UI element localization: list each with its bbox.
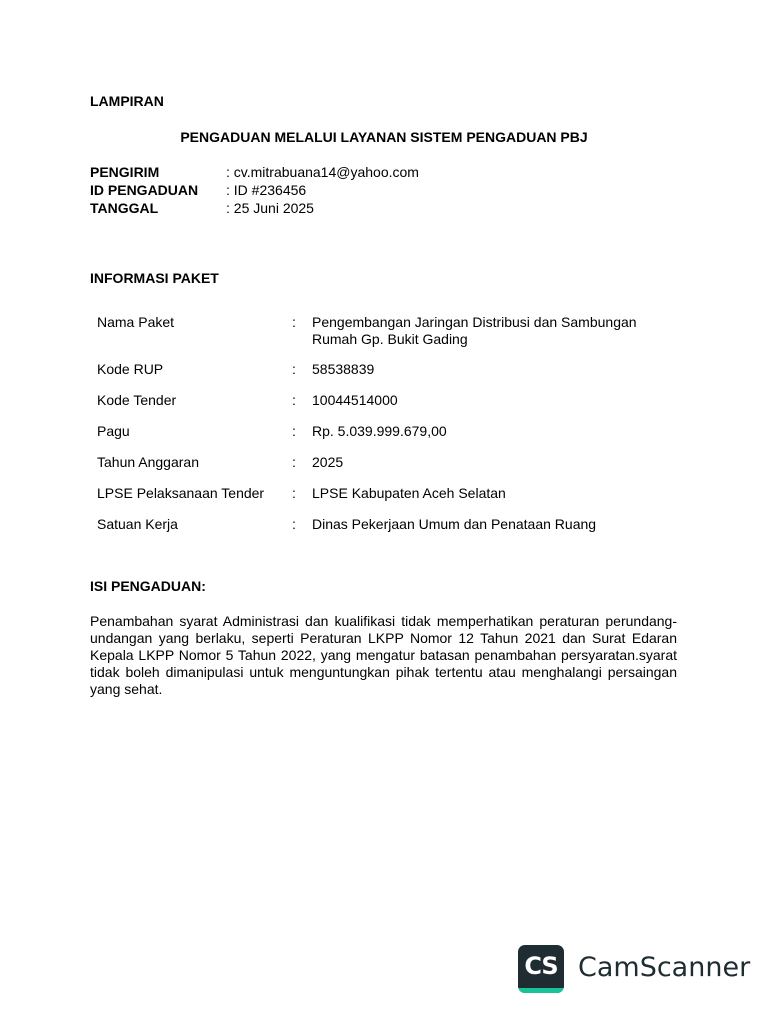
camscanner-logo-text: CS — [524, 952, 558, 980]
paket-label-tahun-anggaran: Tahun Anggaran — [97, 454, 199, 470]
meta-value-tanggal: : 25 Juni 2025 — [226, 200, 314, 216]
paket-label-kode-rup: Kode RUP — [97, 361, 164, 377]
paket-value-kode-tender: 10044514000 — [312, 392, 398, 408]
paket-colon: : — [292, 314, 296, 330]
camscanner-logo-icon — [518, 945, 564, 993]
section-title-informasi-paket: INFORMASI PAKET — [90, 270, 219, 286]
paket-value-tahun-anggaran: 2025 — [312, 454, 344, 470]
paket-value-pagu: Rp. 5.039.999.679,00 — [312, 423, 447, 439]
meta-label-tanggal: TANGGAL — [90, 200, 159, 216]
section-title-isi-pengaduan: ISI PENGADUAN: — [90, 578, 206, 594]
meta-value-id-pengaduan: : ID #236456 — [226, 182, 307, 198]
paket-label-pagu: Pagu — [97, 423, 130, 439]
paket-label-lpse: LPSE Pelaksanaan Tender — [97, 485, 265, 501]
paket-label-kode-tender: Kode Tender — [97, 392, 177, 408]
meta-label-pengirim: PENGIRIM — [90, 164, 160, 180]
paket-colon: : — [292, 423, 296, 439]
paket-value-nama-paket: Pengembangan Jaringan Distribusi dan Sambungan Rumah Gp. Bukit Gading — [312, 314, 637, 347]
document-title: PENGADUAN MELALUI LAYANAN SISTEM PENGADUAN PBJ — [180, 129, 588, 145]
paket-colon: : — [292, 516, 296, 532]
paket-colon: : — [292, 454, 296, 470]
document-heading: LAMPIRAN — [90, 93, 164, 109]
camscanner-logo-accent — [518, 988, 564, 993]
complaint-body-text: Penambahan syarat Administrasi dan kualifikasi tidak memperhatikan peraturan perundang-undangan yang berlaku, seperti Peraturan LKPP Nomor 12 Tahun 2021 dan Surat Edaran Kepala LKPP Nomor 5 Tahun 2022, yang mengatur batasan penambahan persyaratan.syarat tidak boleh dimanipulasi untuk menguntungkan pihak tertentu atau menghalangi persaingan yang sehat. — [90, 613, 677, 697]
paket-value-kode-rup: 58538839 — [312, 361, 375, 377]
paket-label-satuan-kerja: Satuan Kerja — [97, 516, 178, 532]
paket-value-satuan-kerja: Dinas Pekerjaan Umum dan Penataan Ruang — [312, 516, 597, 532]
paket-colon: : — [292, 361, 296, 377]
camscanner-wordmark: CamScanner — [578, 952, 751, 983]
paket-label-nama-paket: Nama Paket — [97, 314, 175, 330]
meta-value-pengirim: : cv.mitrabuana14@yahoo.com — [226, 164, 419, 180]
paket-colon: : — [292, 392, 296, 408]
paket-colon: : — [292, 485, 296, 501]
paket-value-lpse: LPSE Kabupaten Aceh Selatan — [312, 485, 506, 501]
meta-label-id-pengaduan: ID PENGADUAN — [90, 182, 199, 198]
